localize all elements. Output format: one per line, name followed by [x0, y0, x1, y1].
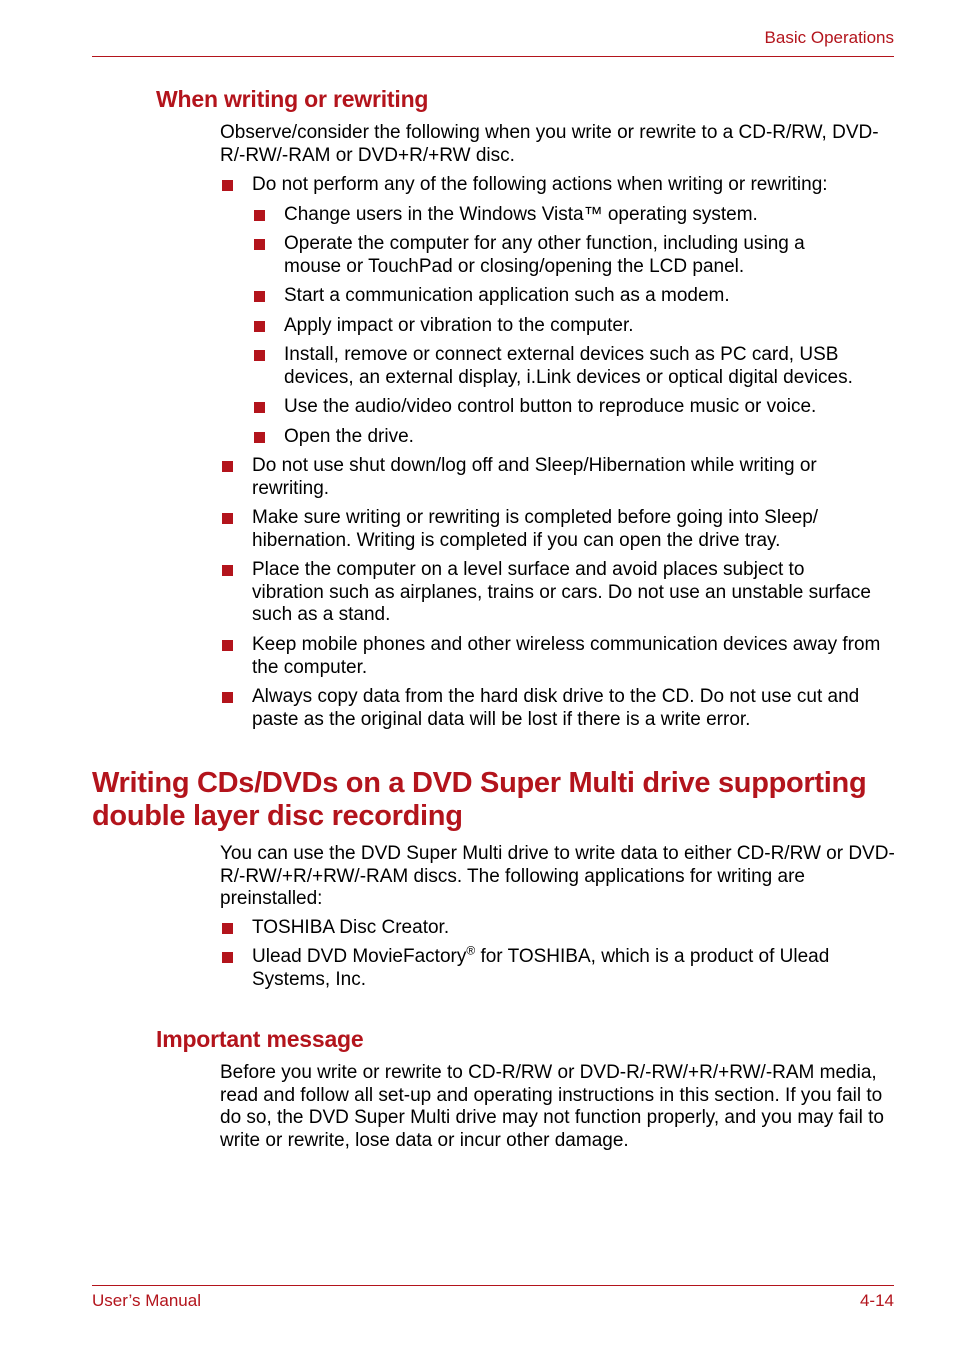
heading-important-message: Important message — [156, 1026, 364, 1052]
registered-mark: ® — [466, 943, 476, 958]
heading-when-writing: When writing or rewriting — [156, 86, 429, 112]
sub-list-item: Start a communication application such as a modem. — [252, 285, 912, 308]
bullet-icon — [222, 565, 233, 576]
intro-paragraph: Observe/consider the following when you write or rewrite to a CD-R/RW, DVD-R/-RW/-RAM or DVD+R/+RW disc. — [220, 122, 879, 166]
bullet-icon — [222, 923, 233, 934]
sub-list-item: Open the drive. — [252, 426, 912, 449]
bullet-icon — [222, 180, 233, 191]
bullet-icon — [222, 952, 233, 963]
list-item: Do not use shut down/log off and Sleep/Hibernation while writing or rewriting. — [220, 455, 880, 500]
header-rule — [92, 56, 894, 57]
list-item: Make sure writing or rewriting is completed before going into Sleep/ hibernation. Writing is completed if you can open the drive tray. — [220, 507, 880, 552]
bullet-icon — [254, 350, 265, 361]
bullet-icon — [254, 402, 265, 413]
bullet-icon — [254, 239, 265, 250]
sub-list-item: Change users in the Windows Vista™ operating system. — [252, 204, 912, 227]
bullet-icon — [254, 210, 265, 221]
running-header: Basic Operations — [764, 28, 894, 47]
important-message-paragraph: Before you write or rewrite to CD-R/RW or DVD-R/-RW/+R/+RW/-RAM media, read and follow all set-up and operating instructions in this section. If you fail to do so, the DVD Super Multi drive may not function properly, and you may fail to write or rewrite, lose data or incur other damage. — [220, 1062, 884, 1151]
bullet-icon — [222, 640, 233, 651]
page-number: 4-14 — [859, 1291, 894, 1310]
bullet-icon — [222, 692, 233, 703]
footer-manual-title: User’s Manual — [92, 1291, 201, 1310]
list-item: Ulead DVD MovieFactory® for TOSHIBA, which is a product of Ulead Systems, Inc. — [220, 946, 900, 991]
list-item: Place the computer on a level surface and avoid places subject to vibration such as airplanes, trains or cars. Do not use an unstable surface such as a stand. — [220, 559, 880, 627]
list-item: TOSHIBA Disc Creator. — [220, 917, 910, 940]
list-item: Always copy data from the hard disk drive to the CD. Do not use cut and paste as the original data will be lost if there is a write error. — [220, 686, 910, 731]
list-item: Keep mobile phones and other wireless communication devices away from the computer. — [220, 634, 910, 679]
bullet-icon — [222, 461, 233, 472]
bullet-icon — [222, 513, 233, 524]
footer-rule — [92, 1285, 894, 1286]
apps-intro-paragraph: You can use the DVD Super Multi drive to write data to either CD-R/RW or DVD-R/-RW/+R/+RW/-RAM discs. The following applications for writing are preinstalled: — [220, 843, 895, 910]
list-item: Do not perform any of the following actions when writing or rewriting: — [220, 174, 910, 197]
sub-list-item: Install, remove or connect external devices such as PC card, USB devices, an external display, i.Link devices or optical digital devices. — [252, 344, 912, 389]
sub-list-item: Use the audio/video control button to reproduce music or voice. — [252, 396, 912, 419]
bullet-icon — [254, 291, 265, 302]
bullet-icon — [254, 321, 265, 332]
heading-writing-cds-dvds: Writing CDs/DVDs on a DVD Super Multi drive supporting double layer disc recording — [92, 767, 867, 832]
sub-list-item: Operate the computer for any other function, including using a mouse or TouchPad or closing/opening the LCD panel. — [252, 233, 862, 278]
bullet-icon — [254, 432, 265, 443]
sub-list-item: Apply impact or vibration to the computer. — [252, 315, 912, 338]
